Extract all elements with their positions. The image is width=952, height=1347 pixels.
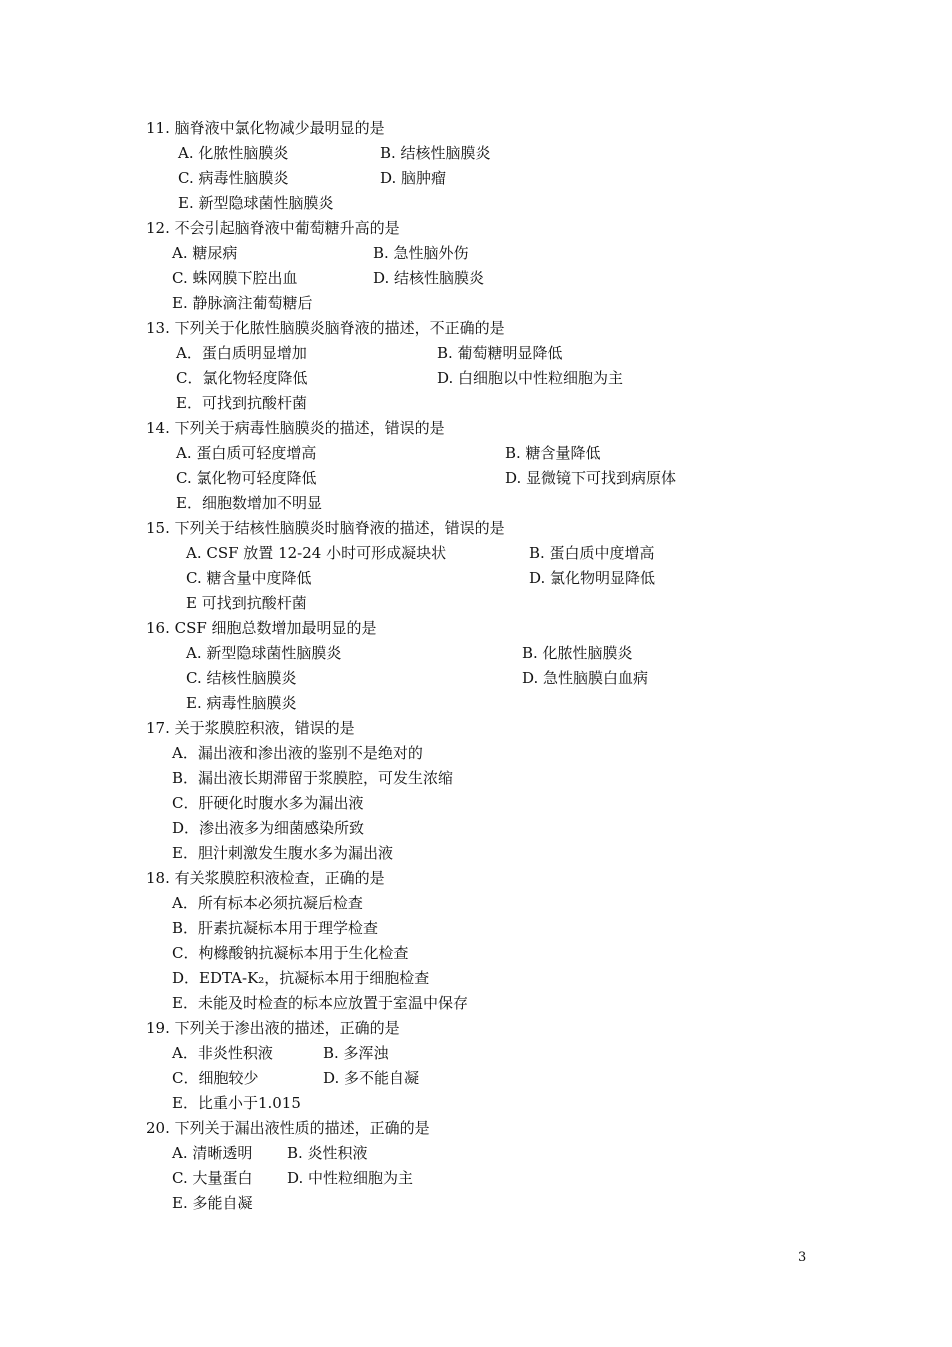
question-12-option-b: B. 急性脑外伤 xyxy=(373,244,469,262)
question-16-option-d: D. 急性脑膜白血病 xyxy=(522,669,649,687)
question-14-option-c: C. 氯化物可轻度降低 xyxy=(176,469,317,487)
question-12-option-e: E. 静脉滴注葡萄糖后 xyxy=(172,294,313,312)
question-18-option-a: A．所有标本必须抗凝后检查 xyxy=(172,894,363,912)
page-number: 3 xyxy=(798,1250,807,1265)
question-13-option-d: D. 白细胞以中性粒细胞为主 xyxy=(437,369,624,387)
question-11-option-b: B. 结核性脑膜炎 xyxy=(380,144,491,162)
question-18-stem: 18. 有关浆膜腔积液检查，正确的是 xyxy=(146,869,385,887)
question-17-stem: 17. 关于浆膜腔积液，错误的是 xyxy=(146,719,355,737)
question-16-option-b: B. 化脓性脑膜炎 xyxy=(522,644,633,662)
question-15-option-e: E 可找到抗酸杆菌 xyxy=(186,594,307,612)
question-15-stem: 15. 下列关于结核性脑膜炎时脑脊液的描述，错误的是 xyxy=(146,519,505,537)
question-19-option-b: B. 多浑浊 xyxy=(323,1044,389,1062)
question-17-option-e: E．胆汁刺激发生腹水多为漏出液 xyxy=(172,844,393,862)
question-11-stem: 11. 脑脊液中氯化物减少最明显的是 xyxy=(146,119,385,137)
question-12-option-c: C. 蛛网膜下腔出血 xyxy=(172,269,298,287)
question-13-option-c: C．氯化物轻度降低 xyxy=(176,369,308,387)
question-11-option-c: C. 病毒性脑膜炎 xyxy=(178,169,289,187)
question-19-option-c: C．细胞较少 xyxy=(172,1069,259,1087)
question-15-option-c: C. 糖含量中度降低 xyxy=(186,569,312,587)
question-17-option-a: A．漏出液和渗出液的鉴别不是绝对的 xyxy=(172,744,423,762)
question-12-option-a: A. 糖尿病 xyxy=(172,244,238,262)
question-19-option-d: D. 多不能自凝 xyxy=(323,1069,420,1087)
question-20-stem: 20. 下列关于漏出液性质的描述，正确的是 xyxy=(146,1119,430,1137)
question-16-option-e: E. 病毒性脑膜炎 xyxy=(186,694,297,712)
question-20-option-c: C. 大量蛋白 xyxy=(172,1169,253,1187)
question-17-option-d: D．渗出液多为细菌感染所致 xyxy=(172,819,365,837)
question-13-stem: 13. 下列关于化脓性脑膜炎脑脊液的描述，不正确的是 xyxy=(146,319,505,337)
question-13-option-a: A．蛋白质明显增加 xyxy=(176,344,307,362)
question-20-option-a: A. 清晰透明 xyxy=(172,1144,253,1162)
question-11-option-d: D. 脑肿瘤 xyxy=(380,169,447,187)
question-15-option-a: A. CSF 放置 12-24 小时可形成凝块状 xyxy=(186,544,447,562)
question-14-option-b: B. 糖含量降低 xyxy=(505,444,601,462)
question-17-option-b: B．漏出液长期滞留于浆膜腔，可发生浓缩 xyxy=(172,769,454,787)
question-12-option-d: D. 结核性脑膜炎 xyxy=(373,269,485,287)
question-16-option-c: C. 结核性脑膜炎 xyxy=(186,669,297,687)
question-13-option-b: B. 葡萄糖明显降低 xyxy=(437,344,563,362)
question-20-option-d: D. 中性粒细胞为主 xyxy=(287,1169,414,1187)
question-16-option-a: A. 新型隐球菌性脑膜炎 xyxy=(186,644,342,662)
question-18-option-e: E．未能及时检查的标本应放置于室温中保存 xyxy=(172,994,468,1012)
question-19-stem: 19. 下列关于渗出液的描述，正确的是 xyxy=(146,1019,400,1037)
question-15-option-d: D. 氯化物明显降低 xyxy=(529,569,656,587)
question-16-stem: 16. CSF 细胞总数增加最明显的是 xyxy=(146,619,377,637)
question-19-option-a: A．非炎性积液 xyxy=(172,1044,273,1062)
question-11-option-a: A. 化脓性脑膜炎 xyxy=(178,144,289,162)
question-11-option-e: E. 新型隐球菌性脑膜炎 xyxy=(178,194,334,212)
question-19-option-e: E．比重小于1.015 xyxy=(172,1094,301,1112)
question-15-option-b: B. 蛋白质中度增高 xyxy=(529,544,655,562)
question-18-option-b: B．肝素抗凝标本用于理学检查 xyxy=(172,919,379,937)
question-12-stem: 12. 不会引起脑脊液中葡萄糖升高的是 xyxy=(146,219,400,237)
question-14-option-a: A. 蛋白质可轻度增高 xyxy=(176,444,317,462)
question-13-option-e: E．可找到抗酸杆菌 xyxy=(176,394,307,412)
question-17-option-c: C．肝硬化时腹水多为漏出液 xyxy=(172,794,364,812)
question-14-option-d: D. 显微镜下可找到病原体 xyxy=(505,469,677,487)
question-20-option-e: E. 多能自凝 xyxy=(172,1194,253,1212)
question-14-stem: 14. 下列关于病毒性脑膜炎的描述，错误的是 xyxy=(146,419,445,437)
question-14-option-e: E．细胞数增加不明显 xyxy=(176,494,322,512)
question-20-option-b: B. 炎性积液 xyxy=(287,1144,368,1162)
question-18-option-d: D．EDTA-K₂，抗凝标本用于细胞检查 xyxy=(172,969,430,987)
question-18-option-c: C．枸橼酸钠抗凝标本用于生化检查 xyxy=(172,944,409,962)
